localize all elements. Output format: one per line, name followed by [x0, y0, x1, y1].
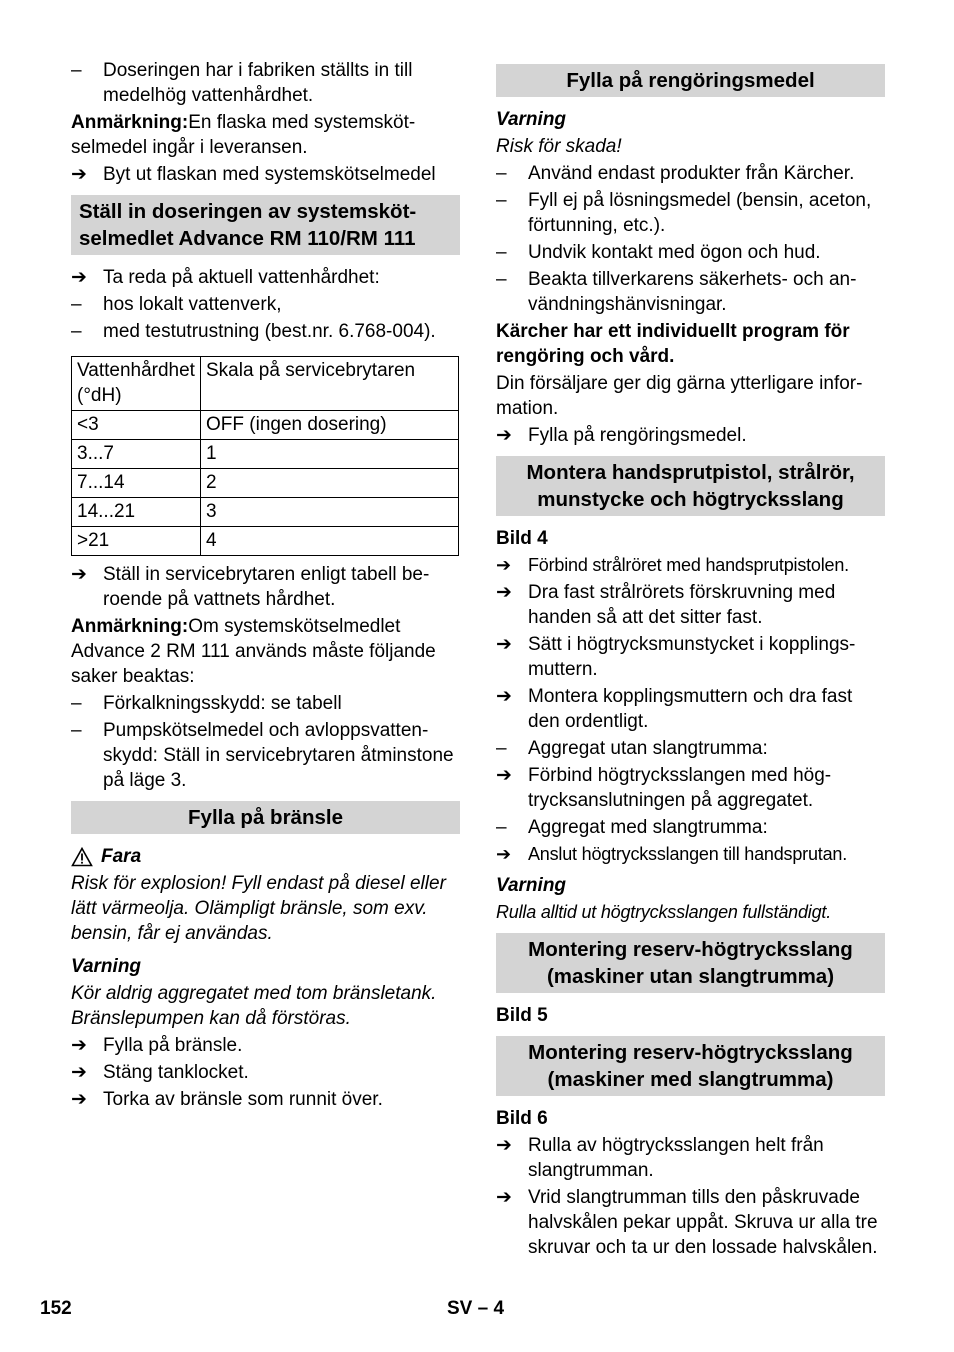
instruction-item: ➔ Vrid slangtrumman tills den påskruvade halvskålen pekar uppåt. Skruva ur alla tre skruvar och ta ur den lossade halvskålen.	[496, 1187, 878, 1258]
warning-label: Varning	[496, 109, 567, 130]
arrow-icon: ➔	[496, 425, 512, 446]
section-number: – 4	[477, 1298, 505, 1319]
table-cell: 3	[201, 498, 459, 527]
note: Anmärkning:En flaska med systemskötselmedel ingår i leveransen.	[71, 112, 416, 158]
page-number: 152	[40, 1298, 72, 1319]
list-item: – Beakta tillverkarens säkerhets- och användningshänvisningar.	[496, 269, 857, 315]
section-heading: Montering reserv-högtrycksslang (maskiner med slangtrumma)	[496, 1036, 885, 1096]
instruction-item: ➔ Rulla av högtrycksslangen helt från slangtrumman.	[496, 1135, 824, 1181]
warning-label: Varning	[496, 875, 567, 896]
section-heading: Fylla på rengöringsmedel	[496, 64, 885, 97]
bold-paragraph: Kärcher har ett individuellt program för rengöring och vård.	[496, 321, 850, 367]
dash-marker: –	[71, 321, 82, 342]
left-column	[71, 58, 460, 1114]
table-header: Vattenhårdhet (°dH)	[72, 357, 201, 411]
danger-label: Fara	[101, 846, 142, 867]
list-item: – Aggregat med slangtrumma:	[496, 817, 768, 838]
note-label: Anmärkning:	[71, 112, 189, 133]
figure-reference: Bild 5	[496, 1005, 548, 1026]
table-row	[72, 469, 459, 498]
arrow-icon: ➔	[71, 1062, 87, 1083]
warning-triangle-icon	[71, 847, 93, 867]
arrow-icon: ➔	[71, 1089, 87, 1110]
note: Anmärkning:Om systemskötselmedlet Advance 2 RM 111 används måste följande saker beaktas:	[71, 616, 436, 687]
danger-heading	[71, 844, 460, 869]
instruction-item: ➔ Torka av bränsle som runnit över.	[71, 1089, 383, 1110]
table-cell: 7...14	[72, 469, 201, 498]
figure-reference: Bild 6	[496, 1108, 548, 1129]
list-item: – Använd endast produkter från Kärcher.	[496, 163, 855, 184]
instruction-item: ➔ Anslut högtrycksslangen till handsprutan.	[496, 842, 885, 867]
section-heading: Ställ in doseringen av systemskötselmedlet Advance RM 110/RM 111	[71, 195, 460, 255]
warning-text: Risk för skada!	[496, 136, 622, 157]
arrow-icon: ➔	[496, 1187, 512, 1208]
dash-marker: –	[71, 720, 82, 741]
table-header-row	[72, 357, 459, 411]
table-cell: >21	[72, 527, 201, 556]
arrow-icon: ➔	[71, 164, 87, 185]
paragraph: Din försäljare ger dig gärna ytterligare information.	[496, 373, 863, 419]
instruction-item: ➔ Sätt i högtrycksmunstycket i kopplingsmuttern.	[496, 634, 856, 680]
table-cell: 3...7	[72, 440, 201, 469]
table-cell: 14...21	[72, 498, 201, 527]
table-cell: 2	[201, 469, 459, 498]
instruction-item: ➔ Ta reda på aktuell vattenhårdhet:	[71, 267, 380, 288]
warning-text: Kör aldrig aggregatet med tom bränsletank. Bränslepumpen kan då förstöras.	[71, 983, 437, 1029]
list-item: – hos lokalt vattenverk,	[71, 294, 282, 315]
table-cell: OFF (ingen dosering)	[201, 411, 459, 440]
instruction-item: ➔ Förbind högtrycksslangen med högtrycksanslutningen på aggregatet.	[496, 765, 832, 811]
table-row	[72, 440, 459, 469]
instruction-item: ➔ Fylla på bränsle.	[71, 1035, 243, 1056]
instruction-item: ➔ Fylla på rengöringsmedel.	[496, 425, 747, 446]
dash-marker: –	[71, 693, 82, 714]
dash-marker: –	[71, 294, 82, 315]
arrow-icon: ➔	[496, 634, 512, 655]
arrow-icon: ➔	[71, 1035, 87, 1056]
table-row	[72, 411, 459, 440]
warning-label: Varning	[71, 956, 142, 977]
dash-marker: –	[496, 242, 507, 263]
list-item: – Förkalkningsskydd: se tabell	[71, 693, 342, 714]
warning-text: Rulla alltid ut högtrycksslangen fullständigt.	[496, 902, 831, 922]
dash-marker: –	[496, 269, 507, 290]
right-column	[496, 58, 885, 1262]
arrow-icon: ➔	[496, 765, 512, 786]
list-item: – Aggregat utan slangtrumma:	[496, 738, 768, 759]
dash-marker: –	[496, 190, 507, 211]
table-row	[72, 498, 459, 527]
table-row	[72, 527, 459, 556]
list-item: – Undvik kontakt med ögon och hud.	[496, 242, 821, 263]
arrow-icon: ➔	[496, 555, 511, 575]
water-hardness-table	[71, 356, 459, 556]
note-label: Anmärkning:	[71, 616, 189, 637]
section-heading: Montering reserv-högtrycksslang (maskiner utan slangtrumma)	[496, 933, 885, 993]
arrow-icon: ➔	[496, 686, 512, 707]
arrow-icon: ➔	[71, 564, 87, 585]
instruction-item: ➔ Stäng tanklocket.	[71, 1062, 249, 1083]
footer-language	[447, 1296, 504, 1321]
table-cell: <3	[72, 411, 201, 440]
instruction-item: ➔ Förbind strålröret med handsprutpistolen.	[496, 553, 885, 578]
dash-marker: –	[71, 60, 82, 81]
dash-marker: –	[496, 738, 507, 759]
list-item: – Pumpskötselmedel och avloppsvattenskydd: Ställ in servicebrytaren åtminstone på läge 3.	[71, 720, 454, 791]
arrow-icon: ➔	[71, 267, 87, 288]
instruction-item: ➔ Byt ut flaskan med systemskötselmedel	[71, 164, 436, 185]
arrow-icon: ➔	[496, 844, 511, 864]
dash-marker: –	[496, 817, 507, 838]
language-code: SV	[447, 1298, 473, 1319]
figure-reference: Bild 4	[496, 528, 548, 549]
list-item: – Fyll ej på lösningsmedel (bensin, aceton, förtunning, etc.).	[496, 190, 872, 236]
arrow-icon: ➔	[496, 582, 512, 603]
table-cell: 1	[201, 440, 459, 469]
table-header: Skala på servicebrytaren	[201, 357, 459, 411]
list-item: – Doseringen har i fabriken ställts in till medelhög vattenhårdhet.	[71, 60, 413, 106]
section-heading: Fylla på bränsle	[71, 801, 460, 834]
section-heading: Montera handsprutpistol, strålrör, munstycke och högtrycksslang	[496, 456, 885, 516]
danger-text: Risk för explosion! Fyll endast på diesel eller lätt värmeolja. Olämpligt bränsle, som exv. bensin, får ej användas.	[71, 873, 446, 944]
instruction-item: ➔ Ställ in servicebrytaren enligt tabell beroende på vattnets hårdhet.	[71, 564, 430, 610]
list-item: – med testutrustning (best.nr. 6.768-004).	[71, 321, 436, 342]
table-cell: 4	[201, 527, 459, 556]
instruction-item: ➔ Montera kopplingsmuttern och dra fast den ordentligt.	[496, 686, 853, 732]
arrow-icon: ➔	[496, 1135, 512, 1156]
instruction-item: ➔ Dra fast strålrörets förskruvning med handen så att det sitter fast.	[496, 582, 836, 628]
dash-marker: –	[496, 163, 507, 184]
